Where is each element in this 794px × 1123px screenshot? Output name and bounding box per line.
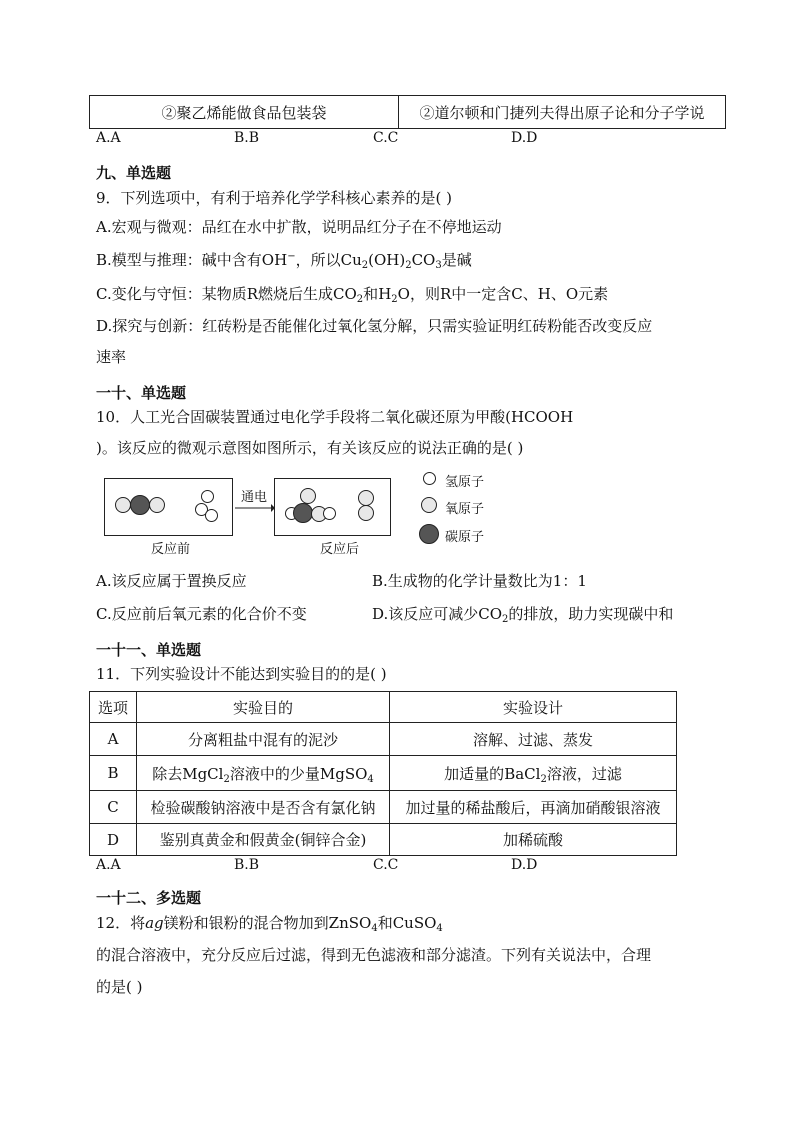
top-option-a: A.A	[96, 130, 121, 146]
top-table	[89, 95, 726, 129]
q9-c-formula1-sub: 2	[356, 294, 364, 305]
q10-d-formula: CO	[478, 605, 503, 623]
q9-option-b	[96, 249, 472, 270]
top-table-right-cell: ②道尔顿和门捷列夫得出原子论和分子学说	[399, 96, 726, 129]
q12-formula1: ZnSO	[328, 914, 372, 932]
reaction-arrow-icon	[235, 503, 275, 513]
row-design: 加过量的稀盐酸后，再滴加硝酸银溶液	[390, 791, 677, 824]
q12-formula1-sub: 4	[371, 923, 378, 934]
row-design: 加稀硫酸	[390, 824, 677, 856]
q9-b-formula-part1: Cu	[340, 251, 362, 269]
q9-b-ion-charge: −	[287, 251, 296, 262]
row-goal-formula2-sub: 4	[367, 773, 374, 785]
q10-option-a: A.该反应属于置换反应	[96, 572, 247, 590]
q9-b-formula-part3: CO	[411, 251, 436, 269]
hydrogen-atom	[323, 507, 336, 520]
hydrogen-atom	[201, 490, 214, 503]
row-design-pre: 加适量的	[444, 764, 505, 783]
q12-formula2-sub: 4	[436, 923, 443, 934]
oxygen-atom	[149, 497, 165, 513]
q9-b-formula-part2: (OH)	[368, 251, 406, 269]
row-design-formula-sub: 2	[540, 773, 547, 785]
q11-option-d: D.D	[511, 857, 538, 873]
header-option: 选项	[90, 692, 137, 723]
carbon-atom	[293, 503, 313, 523]
row-goal-formula1: MgCl	[182, 764, 224, 783]
q12-formula2: CuSO	[392, 914, 437, 932]
row-goal-formula1-sub: 2	[223, 773, 230, 785]
q9-c-formula2-sub: 2	[391, 294, 398, 305]
q12-pre: 12．将	[96, 914, 146, 932]
q9-option-c	[96, 283, 608, 304]
q10-stem-line1: 10．人工光合固碳装置通过电化学手段将二氧化碳还原为甲酸(HCOOH	[96, 408, 574, 426]
q9-option-a: A.宏观与微观：品红在水中扩散，说明品红分子在不停地运动	[96, 218, 502, 236]
q9-b-formula-sub3: 3	[435, 260, 442, 271]
q9-option-d-line1: D.探究与创新：红砖粉是否能催化过氧化氢分解，只需实验证明红砖粉能否改变反应	[96, 317, 653, 335]
legend-carbon-label: 碳原子	[445, 530, 485, 545]
q12-section-heading: 一十二、多选题	[96, 889, 202, 907]
table-row	[90, 824, 677, 856]
row-option: C	[90, 791, 137, 824]
q9-b-post: 是碱	[441, 251, 472, 269]
row-option: B	[90, 756, 137, 791]
row-goal	[137, 756, 390, 791]
header-design: 实验设计	[390, 692, 677, 723]
q12-stem-line1	[96, 912, 443, 933]
q11-stem: 11．下列实验设计不能达到实验目的的是( )	[96, 665, 387, 683]
oxygen-atom	[300, 488, 316, 504]
q10-option-d	[372, 603, 673, 624]
q9-section-heading: 九、单选题	[96, 164, 172, 182]
q9-c-formula2: H	[378, 285, 392, 303]
q9-b-pre: B.模型与推理：碱中含有	[96, 251, 262, 269]
top-option-c: C.C	[373, 130, 399, 146]
row-goal-formula2: MgSO	[319, 764, 368, 783]
q10-d-post: 的排放，助力实现碳中和	[508, 605, 674, 623]
q9-stem: 9．下列选项中，有利于培养化学学科核心素养的是( )	[96, 189, 453, 207]
legend-oxygen-label: 氧原子	[445, 502, 485, 517]
q10-section-heading: 一十、单选题	[96, 384, 187, 402]
legend-hydrogen-icon	[423, 472, 436, 485]
top-option-b: B.B	[234, 130, 260, 146]
q12-stem-line3: 的是( )	[96, 978, 143, 996]
row-goal-pre: 除去	[152, 764, 183, 783]
q10-d-formula-sub: 2	[502, 614, 509, 625]
row-goal: 鉴别真黄金和假黄金(铜锌合金)	[137, 824, 390, 856]
table-row	[90, 723, 677, 756]
q9-b-ion: OH	[261, 251, 288, 269]
q10-d-pre: D.该反应可减少	[372, 605, 479, 623]
q12-var: ag	[145, 914, 164, 932]
row-option: D	[90, 824, 137, 856]
top-table-left-cell: ②聚乙烯能做食品包装袋	[90, 96, 399, 129]
oxygen-atom	[358, 490, 374, 506]
q11-option-c: C.C	[373, 857, 399, 873]
q9-c-pre: C.变化与守恒：某物质R燃烧后生成	[96, 285, 334, 303]
row-goal: 分离粗盐中混有的泥沙	[137, 723, 390, 756]
q11-option-b: B.B	[234, 857, 260, 873]
q12-mid: 镁粉和银粉的混合物加到	[163, 914, 329, 932]
carbon-atom	[130, 495, 150, 515]
row-option: A	[90, 723, 137, 756]
oxygen-atom	[358, 505, 374, 521]
header-goal: 实验目的	[137, 692, 390, 723]
row-design	[390, 756, 677, 791]
row-design-formula: BaCl	[504, 764, 541, 783]
q9-b-formula-sub2: 2	[405, 260, 412, 271]
q9-c-post: ，则R中一定含C、H、O元素	[409, 285, 609, 303]
q10-option-b: B.生成物的化学计量数比为1：1	[372, 572, 587, 590]
table-row	[90, 756, 677, 791]
table-row	[90, 791, 677, 824]
row-design: 溶解、过滤、蒸发	[390, 723, 677, 756]
hydrogen-atom	[205, 509, 218, 522]
row-design-post: 溶液，过滤	[546, 764, 622, 783]
q9-b-mid: ，所以	[295, 251, 341, 269]
q9-b-formula-sub1: 2	[361, 260, 369, 271]
after-label: 反应后	[320, 542, 360, 557]
q11-table	[89, 691, 677, 856]
q9-c-and: 和	[363, 285, 379, 303]
before-label: 反应前	[151, 542, 191, 557]
q10-option-c: C.反应前后氧元素的化合价不变	[96, 605, 307, 623]
q11-section-heading: 一十一、单选题	[96, 641, 202, 659]
q12-and: 和	[377, 914, 393, 932]
legend-hydrogen-label: 氢原子	[445, 475, 485, 490]
table-header-row	[90, 692, 677, 723]
q9-c-formula2b: O	[397, 285, 410, 303]
legend-oxygen-icon	[421, 497, 437, 513]
row-goal: 检验碳酸钠溶液中是否含有氯化钠	[137, 791, 390, 824]
q9-c-formula1: CO	[333, 285, 357, 303]
q11-option-a: A.A	[96, 857, 121, 873]
top-option-d: D.D	[511, 130, 538, 146]
arrow-label: 通电	[241, 490, 268, 505]
q10-stem-line2: )。该反应的微观示意图如图所示，有关该反应的说法正确的是( )	[96, 439, 524, 457]
row-goal-mid: 溶液中的少量	[229, 764, 320, 783]
oxygen-atom	[115, 497, 131, 513]
legend-carbon-icon	[419, 524, 439, 544]
q12-stem-line2: 的混合溶液中，充分反应后过滤，得到无色滤液和部分滤渣。下列有关说法中，合理	[96, 946, 652, 964]
q9-option-d-line2: 速率	[96, 348, 127, 366]
